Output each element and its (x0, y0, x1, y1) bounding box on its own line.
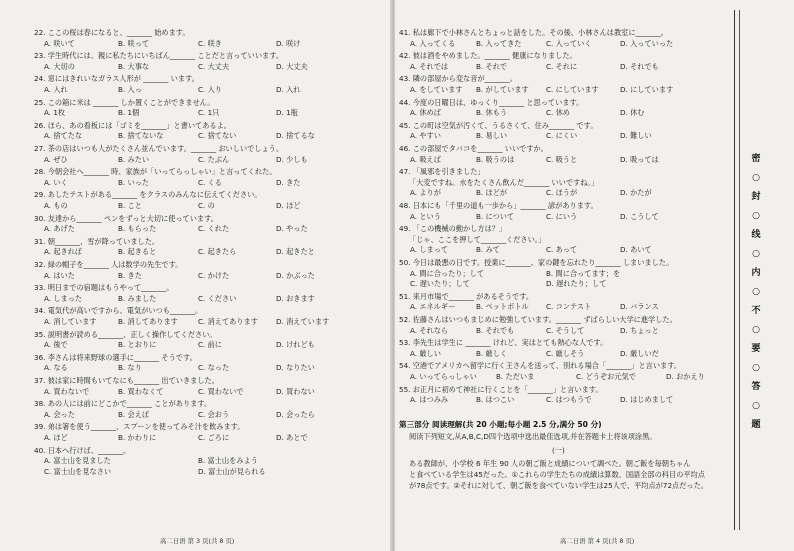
question-option: A. はいた (44, 270, 75, 280)
question-text: 47. 「風邪を引きました」 (399, 167, 485, 177)
question-option: A. 咲いて (44, 38, 75, 48)
seal-char: 内 (751, 268, 761, 278)
seal-char: 线 (751, 230, 761, 240)
question-option: B. 易しい (476, 131, 508, 141)
seal-circle: ○ (752, 287, 760, 297)
question-option: A. 後で (44, 340, 68, 350)
question-option: D. けれども (276, 340, 315, 350)
question-text: 43. 隣の部屋から変な音が_______。 (399, 74, 517, 84)
question-text: 51. 来月市場で_______ があるそうです。 (399, 291, 534, 301)
question-text: 32. 緑の帽子を_______ 人は数学の先生です。 (34, 260, 183, 269)
question-option: A. 入れ (44, 84, 68, 94)
seal-circle: ○ (752, 325, 760, 335)
question-option: D. おかえり (666, 371, 705, 381)
question-option: B. 咲って (118, 38, 150, 48)
question-option: D. おきます (276, 293, 315, 303)
question-option: C. あって (546, 245, 578, 255)
question-option: B. 買わなくて (118, 386, 164, 396)
question-option: A. 会った (44, 409, 75, 419)
question-option: C. そうして (546, 325, 585, 335)
question-option: C. 入っていく (546, 38, 592, 48)
question-option: A. よりが (410, 188, 441, 198)
question-option: B. みたい (118, 154, 150, 164)
question-option: A. 休めば (410, 108, 441, 118)
question-option: A. もの (44, 200, 68, 210)
seal-circle: ○ (752, 401, 760, 411)
question-option: A. 間に合ったり；して (410, 268, 485, 278)
question-option: B. かわりに (118, 432, 157, 442)
question-option: A. ほど (44, 432, 68, 442)
question-option: A. をしています (410, 84, 463, 94)
question-option: D. ほど (276, 200, 301, 210)
question-option: B. きた (118, 270, 142, 280)
question-option: D. 起きたと (276, 247, 315, 257)
question-text: 38. あの人には前にどこかで_______ ことがあります。 (34, 399, 212, 409)
question-text: 35. 説明書が読める_______、正しく操作してください。 (34, 329, 217, 339)
question-option: C. なった (198, 363, 230, 373)
question-text: 26. ほら、あの看板には「ゴミを_______」と書いてあるよ。 (34, 120, 231, 130)
question-option: D. 消えています (276, 316, 330, 326)
question-option: B. 入っ (118, 84, 142, 94)
question-option: A. しまった (44, 293, 83, 303)
seal-char: 密 (751, 154, 761, 164)
question-option: A. やすい (410, 131, 441, 141)
question-option: C. どうぞお元気で (576, 371, 636, 381)
question-option: D. 会ったら (276, 409, 315, 419)
question-option: A. エネルギー (410, 302, 456, 312)
question-option: A. それなら (410, 325, 449, 335)
question-option: D. 少しも (276, 154, 308, 164)
question-text: 23. 学生時代には、親に私たちにいちばん_______ ことだと言っていいます。 (34, 51, 284, 61)
question-option: B. 1個 (118, 108, 140, 118)
question-option: C. 休め (546, 108, 570, 118)
question-text: 42. 彼は酒をやめました。_______ 健康になりました。 (399, 51, 577, 61)
right-page-footer: 高二日语 第 4 页(共 8 页) (560, 537, 635, 545)
question-option: D. 大丈夫 (276, 61, 308, 71)
seal-char: 题 (751, 420, 761, 430)
question-option: B. 起きると (118, 247, 157, 257)
question-option: D. 1瓶 (276, 108, 298, 118)
question-option: C. 入り (198, 84, 222, 94)
seal-char: 不 (751, 306, 761, 316)
question-option: D. 遅れたり；して (546, 279, 607, 288)
question-option: B. がしています (476, 84, 529, 94)
question-option: B. みました (118, 293, 157, 303)
question-option: C. 吸うと (546, 154, 578, 164)
question-text: 50. 今日は最悪の日です。授業に_______、家の鍵を忘れたり_______ しまいました。 (399, 258, 674, 267)
question-text: 31. 朝_______、雪が降っていました。 (34, 236, 160, 246)
question-option: A. 吸えば (410, 154, 441, 164)
question-text: 34. 電気代が高いですから、電気がいつも_______。 (34, 306, 203, 316)
question-option: A. それでは (410, 61, 449, 71)
question-option: C. 起きたら (198, 247, 237, 257)
question-option: C. たぶん (198, 154, 230, 164)
passage-line: と食べている学生は45だった。①これらの学生たちの成績は算数、国語全部の科目の平均点 (409, 470, 705, 479)
question-option: C. 会おう (198, 409, 230, 419)
question-option: D. きた (276, 177, 301, 187)
seal-circle: ○ (752, 173, 760, 183)
question-option: C. 1只 (198, 108, 220, 118)
question-option: A. いってらっしゃい (410, 371, 477, 381)
question-option: D. ちょっと (620, 325, 659, 335)
question-option: B. 間に合ってます；を (546, 268, 621, 278)
seal-circle: ○ (752, 211, 760, 221)
seal-circle: ○ (752, 363, 760, 373)
passage-line: ある教師が、小学校 6 年生 90 人の朝ご飯と成績について調べた。朝ご飯を毎朝ちゃん (409, 459, 691, 468)
question-option: B. 捨てないな (118, 131, 164, 141)
question-option: A. あげた (44, 224, 75, 234)
question-option: B. とおりに (118, 340, 157, 350)
question-option: C. コンテスト (546, 302, 592, 312)
question-option: B. はつこい (476, 395, 515, 405)
question-text: 33. 明日までの宿題はもうやって_______。 (34, 283, 174, 293)
question-option: C. 前に (198, 340, 222, 350)
question-option: C. くる (198, 177, 222, 187)
question-option: C. それに (546, 61, 578, 71)
question-option: D. 吸っては (620, 154, 659, 164)
question-text: 55. お正月に初めて神社に行くことを「_______」と言います。 (399, 384, 603, 394)
question-text: 40. 日本へ行けば、_______。 (34, 445, 131, 455)
section-instruction: 阅读下列短文,从A,B,C,D四个选项中选出最佳选项,并在答题卡上将该项涂黑。 (409, 432, 657, 441)
question-option: B. 消してあります (118, 316, 178, 326)
question-text: 36. 李さんは将来野球の選手に_______ そうです。 (34, 352, 197, 362)
question-option: B. 吸うのは (476, 154, 515, 164)
passage-line: が78点です。②それに対して、朝ご飯を食べていない学生は25人で、平均点が72点だった。 (409, 481, 708, 490)
question-option: B. ペットボトル (476, 302, 529, 312)
question-option: D. こうして (620, 211, 659, 221)
question-text: 29. あしたテストがある_______ をクラスのみんなに伝えてください。 (34, 190, 262, 200)
question-option: C. 消えてあります (198, 316, 258, 326)
question-option: C. くれた (198, 224, 230, 234)
left-page-footer: 高二日语 第 3 页(共 8 页) (160, 537, 235, 545)
seal-text (749, 150, 763, 435)
question-option: B. ほどが (476, 188, 508, 198)
question-option: B. もらった (118, 224, 157, 234)
question-text: 30. 友達から_______ ペンをずっと大切に使っています。 (34, 213, 218, 223)
question-option: B. について (476, 211, 515, 221)
question-option: A. いく (44, 177, 68, 187)
question-option: B. 入ってきた (476, 38, 522, 48)
question-text: 45. この町は空気が汚くて、うるさくて、住み_______ です。 (399, 120, 598, 130)
question-option: A. 大切の (44, 61, 75, 71)
question-option: A. はつみみ (410, 395, 449, 405)
dialog-line: 「大変ですね。水をたくさん飲んだ_______ いいですね。」 (409, 177, 599, 187)
question-text: 24. 窓にはきれいなガラス人形が _______ います。 (34, 74, 199, 84)
question-option: C. 買わないで (198, 386, 244, 396)
question-option: C. ください (198, 293, 237, 303)
question-option: B. それで (476, 61, 508, 71)
question-option: D. かたが (620, 188, 652, 198)
question-option: C. 富士山を見なさい (44, 466, 112, 476)
question-option: B. こと (118, 200, 142, 210)
question-option: D. 入れ (276, 84, 301, 94)
question-option: A. 厳しい (410, 348, 441, 358)
question-option: A. なる (44, 363, 68, 373)
question-text: 52. 佐藤さんはいつもまじめに勉強しています。_______ ずばらしい大学に進学した。 (399, 315, 677, 324)
question-option: C. にいう (546, 211, 578, 221)
question-option: D. 買わない (276, 386, 315, 396)
question-text: 54. 空港でアメリカへ留学に行く王さんを送って、別れる場合「_______」と言います。 (399, 361, 682, 371)
question-option: C. にくい (546, 131, 578, 141)
question-option: B. なり (118, 363, 142, 373)
question-option: D. 厳しいだ (620, 348, 659, 358)
question-option: D. あいて (620, 245, 652, 255)
question-text: 46. この部屋でタバコを_______ いいですか。 (399, 144, 548, 153)
question-text: 28. 今朝会社へ_______ 時、家族が「いってらっしゃい」と言ってくれた。 (34, 167, 277, 177)
question-option: D. かぶった (276, 270, 315, 280)
question-option: B. いった (118, 177, 150, 187)
question-option: C. にしています (546, 84, 599, 94)
question-text: 25. この箱に米は _______ しか置くことができません。 (34, 97, 215, 107)
question-option: B. 厳しく (476, 348, 508, 358)
question-option: B. ただいま (496, 371, 535, 381)
question-option: B. それでも (476, 325, 515, 335)
question-option: C. 咲き (198, 38, 222, 48)
seal-circle: ○ (752, 249, 760, 259)
question-option: C. の (198, 200, 215, 210)
question-text: 37. 彼は家に時間もいてなにも_______ 出ていきました。 (34, 376, 219, 385)
question-option: A. 入ってくる (410, 38, 456, 48)
question-option: A. 1枚 (44, 108, 66, 118)
question-option: A. ぜひ (44, 154, 68, 164)
question-option: A. 買わないで (44, 386, 90, 396)
question-option: A. という (410, 211, 441, 221)
question-option: B. 休もう (476, 108, 508, 118)
question-option: D. あとで (276, 432, 308, 442)
question-option: D. それでも (620, 61, 659, 71)
question-text: 44. 今度の日曜日は、ゆっくり_______ と思っています。 (399, 97, 584, 107)
question-text: 27. 茶の店はいつも人がたくさん並んでいます。_______ おいしいでしょう。 (34, 144, 284, 153)
question-text: 49. 「この機械の動かし方は？」 (399, 224, 507, 234)
question-option: D. 入っていった (620, 38, 674, 48)
question-text: 53. 李先生は学生に _______ けれど、実はとても熱心な人です。 (399, 338, 608, 348)
question-option: C. 厳しそう (546, 348, 585, 358)
question-option: C. 捨てない (198, 131, 237, 141)
seal-char: 要 (751, 344, 761, 354)
question-option: A. 消しています (44, 316, 97, 326)
question-option: D. 捨てるな (276, 131, 315, 141)
question-option: C. ごろに (198, 432, 230, 442)
question-option: A. しまって (410, 245, 449, 255)
dialog-line: 「じゃ、ここを押して_______ください。」 (409, 234, 546, 244)
question-text: 22. ここの桜は春になると、_______ 始めます。 (34, 28, 190, 37)
seal-char: 封 (751, 192, 761, 202)
question-option: D. 咲け (276, 38, 301, 48)
question-option: C. ほうが (546, 188, 578, 198)
question-option: C. はつもうで (546, 395, 592, 405)
question-option: C. 大丈夫 (198, 61, 230, 71)
question-option: B. 大事な (118, 61, 150, 71)
question-option: D. 富士山が見られる (198, 466, 266, 476)
question-option: A. 捨てたな (44, 131, 83, 141)
question-option: A. 起きれば (44, 247, 83, 257)
question-option: B. みて (476, 245, 500, 255)
question-option: D. バランス (620, 302, 659, 312)
question-option: A. 富士山を見ました (44, 456, 111, 466)
question-option: C. 遅いたり；して (410, 279, 470, 288)
question-option: D. はじめまして (620, 395, 674, 405)
question-option: D. なりたい (276, 363, 315, 373)
question-option: D. 難しい (620, 131, 652, 141)
seal-char: 答 (751, 382, 761, 392)
question-option: D. 休む (620, 108, 645, 118)
question-text: 48. 日本にも「千里の道も一歩から」_______ 諺があります。 (399, 201, 598, 210)
question-text: 39. 弟は箸を使う_______、スプーンを使ってみそ汁を飲みます。 (34, 422, 245, 432)
question-option: D. にしています (620, 84, 674, 94)
question-option: B. 会えば (118, 409, 150, 419)
question-text: 41. 私は廊下で小林さんとちょっと話をした。その後、小林さんは教室に_______。 (399, 28, 668, 37)
question-option: D. やった (276, 224, 308, 234)
question-option: C. かけた (198, 270, 230, 280)
passage-number: (一) (552, 446, 565, 455)
question-option: B. 富士山をみよう (198, 456, 258, 466)
seal-strip (734, 10, 781, 530)
section-title: 第三部分 阅读理解(共 20 小题;每小题 2.5 分,满分 50 分) (399, 420, 602, 429)
